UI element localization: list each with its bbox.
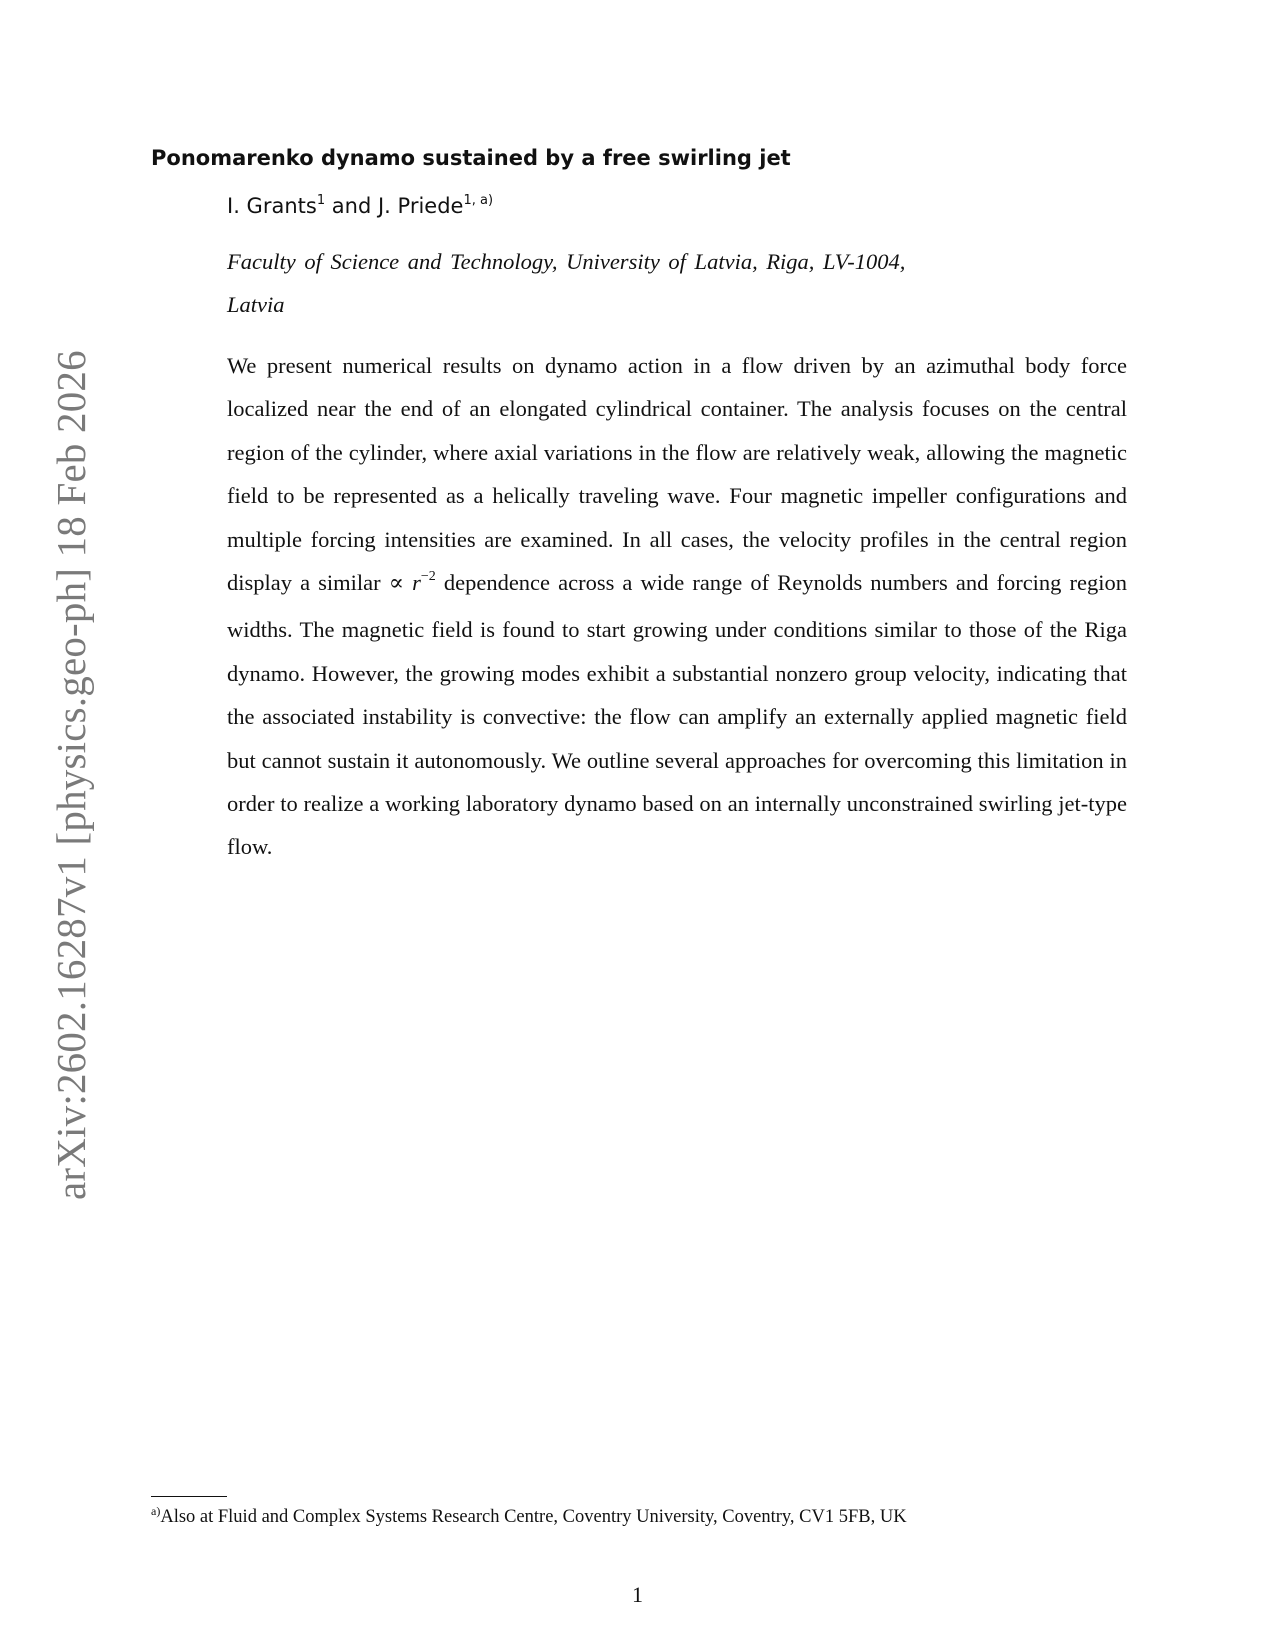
abstract-text: We present numerical results on dynamo action in a flow driven by an azimuthal body force localized near the end of an elongated cylindrical container. The analysis focuses on the central region of the cylinder, where axial variations in the flow are relatively weak, allowing the magnetic field to be represented as a helically traveling wave. Four magnetic impeller configurations and multiple forcing intensities are examined. In all cases, the velocity profiles in the central region display a similar xyxy=(227,353,1127,596)
footnote xyxy=(151,1504,907,1528)
affiliation-line: Faculty of Science and Technology, University of Latvia, Riga, LV-1004, xyxy=(227,249,906,274)
affiliation-mark: 1 xyxy=(316,193,326,208)
page-number: 1 xyxy=(632,1582,643,1607)
affiliation-line: Latvia xyxy=(227,292,285,317)
author-name: I. Grants xyxy=(227,194,317,218)
paper-title: Ponomarenko dynamo sustained by a free swirling jet xyxy=(151,146,791,170)
math-exponent: −2 xyxy=(420,569,436,585)
math-variable: r xyxy=(412,570,421,596)
footnote-text: Also at Fluid and Complex Systems Research Centre, Coventry University, Coventry, CV1 5FB, UK xyxy=(160,1507,907,1527)
abstract-text: dependence across a wide range of Reynolds numbers and forcing region widths. The magnetic field is found to start growing under conditions similar to those of the Riga dynamo. However, the growing modes exhibit a substantial nonzero group velocity, indicating that the associated instability is convective: the flow can amplify an externally applied magnetic field but cannot sustain it autonomously. We outline several approaches for overcoming this limitation in order to realize a working laboratory dynamo based on an internally unconstrained swirling jet-type flow. xyxy=(227,570,1127,860)
arxiv-identifier-stamp: arXiv:2602.16287v1 [physics.geo-ph] 18 Feb 2026 xyxy=(48,350,94,1200)
author-list xyxy=(227,194,493,218)
affiliation xyxy=(227,240,1107,326)
affiliation-mark: 1, a) xyxy=(463,193,494,208)
footnote-mark: a) xyxy=(151,1504,161,1518)
footnote-divider xyxy=(151,1496,227,1497)
author-name: J. Priede xyxy=(377,194,464,218)
math-proportional-symbol: ∝ xyxy=(388,570,404,596)
abstract xyxy=(227,344,1127,869)
author-joiner: and xyxy=(331,194,372,218)
